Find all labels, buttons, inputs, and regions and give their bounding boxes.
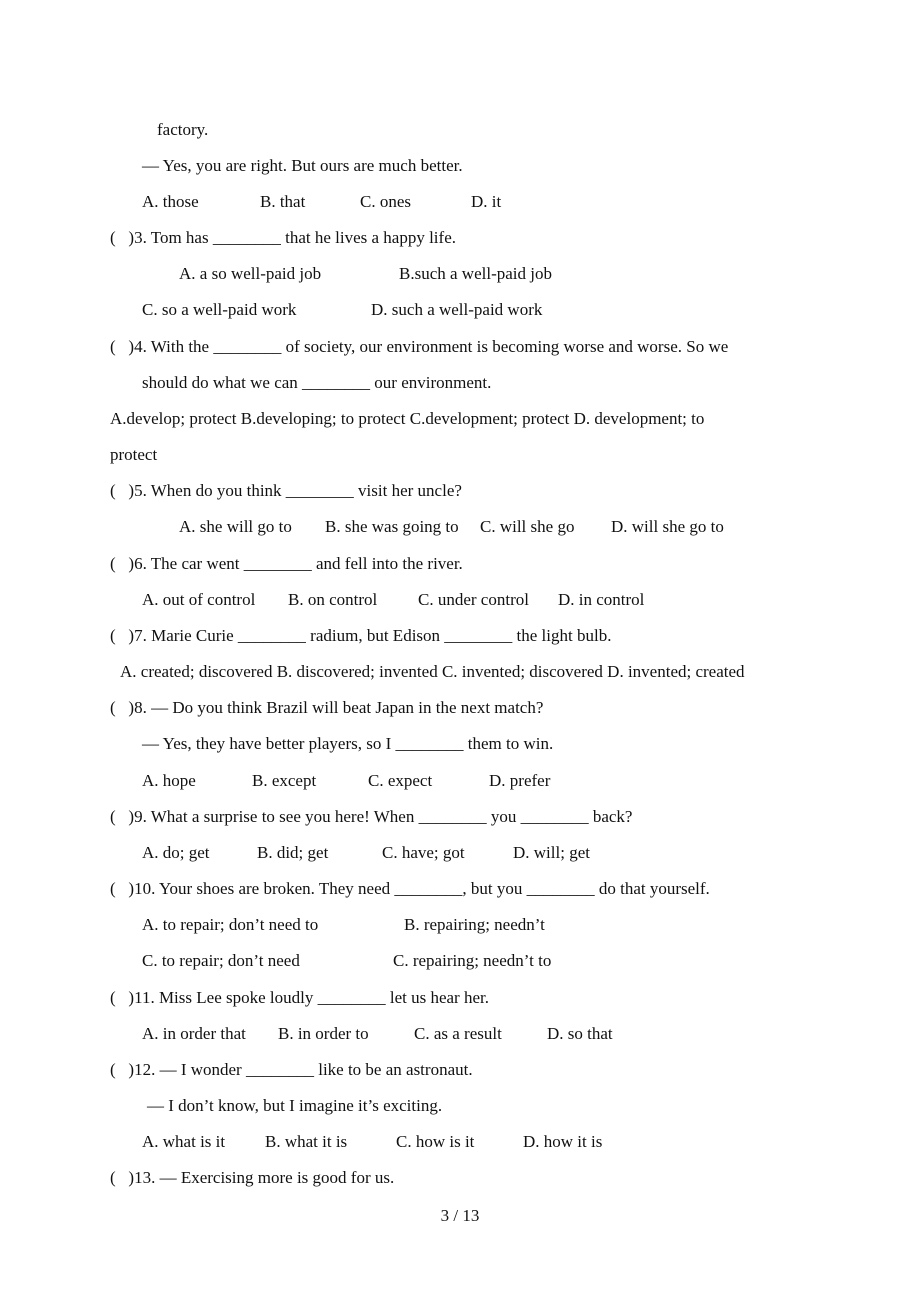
question-12: ( )12. — I wonder ________ like to be an astronaut. bbox=[110, 1060, 473, 1079]
option: B.such a well-paid job bbox=[399, 264, 552, 283]
option: B. she was going to bbox=[325, 517, 459, 536]
answer-options bbox=[142, 300, 582, 320]
question-9: ( )9. What a surprise to see you here! When ________ you ________ back? bbox=[110, 807, 633, 826]
answer-options bbox=[142, 951, 582, 971]
option: A. a so well-paid job bbox=[179, 264, 322, 283]
option: C. how is it bbox=[396, 1132, 475, 1151]
option: B. what it is bbox=[265, 1132, 348, 1151]
text-line: — Yes, they have better players, so I ________ them to win. bbox=[142, 734, 554, 753]
option: D. prefer bbox=[489, 771, 551, 790]
option: A. out of control bbox=[142, 590, 256, 609]
option: A. to repair; don’t need to bbox=[142, 915, 319, 934]
option: D. how it is bbox=[523, 1132, 603, 1151]
text-line: protect bbox=[110, 445, 158, 464]
option: D. so that bbox=[547, 1024, 613, 1043]
answer-options bbox=[142, 915, 582, 935]
option: A. what is it bbox=[142, 1132, 226, 1151]
question-7: ( )7. Marie Curie ________ radium, but Edison ________ the light bulb. bbox=[110, 626, 612, 645]
option: B. that bbox=[260, 192, 306, 211]
question-11: ( )11. Miss Lee spoke loudly ________ let us hear her. bbox=[110, 988, 489, 1007]
answer-options bbox=[142, 771, 582, 791]
option: A. those bbox=[142, 192, 199, 211]
option: B. on control bbox=[288, 590, 378, 609]
option: D. such a well-paid work bbox=[371, 300, 543, 319]
text-line: — I don’t know, but I imagine it’s exciting. bbox=[147, 1096, 443, 1115]
answer-options bbox=[142, 843, 622, 863]
option: D. in control bbox=[558, 590, 645, 609]
option: C. under control bbox=[418, 590, 529, 609]
option: C. will she go bbox=[480, 517, 575, 536]
option: C. expect bbox=[368, 771, 433, 790]
text-line: factory. bbox=[157, 120, 209, 139]
option: D. will; get bbox=[513, 843, 590, 862]
option: D. will she go to bbox=[611, 517, 724, 536]
question-8: ( )8. — Do you think Brazil will beat Japan in the next match? bbox=[110, 698, 544, 717]
question-5: ( )5. When do you think ________ visit her uncle? bbox=[110, 481, 462, 500]
option: A. hope bbox=[142, 771, 196, 790]
option: B. repairing; needn’t bbox=[404, 915, 545, 934]
option: C. as a result bbox=[414, 1024, 502, 1043]
text-line: should do what we can ________ our environment. bbox=[142, 373, 492, 392]
question-6: ( )6. The car went ________ and fell into the river. bbox=[110, 554, 463, 573]
text-line: A.develop; protect B.developing; to protect C.development; protect D. development; to bbox=[110, 409, 705, 428]
option: B. did; get bbox=[257, 843, 329, 862]
answer-options bbox=[142, 1024, 642, 1044]
answer-options bbox=[142, 590, 682, 610]
option: A. in order that bbox=[142, 1024, 246, 1043]
option: A. she will go to bbox=[179, 517, 292, 536]
option: A. do; get bbox=[142, 843, 210, 862]
question-4: ( )4. With the ________ of society, our environment is becoming worse and worse. So we bbox=[110, 337, 729, 356]
question-3: ( )3. Tom has ________ that he lives a happy life. bbox=[110, 228, 456, 247]
option: B. in order to bbox=[278, 1024, 369, 1043]
answer-options bbox=[142, 192, 542, 212]
option: C. ones bbox=[360, 192, 411, 211]
option: C. to repair; don’t need bbox=[142, 951, 300, 970]
question-10: ( )10. Your shoes are broken. They need ________, but you ________ do that yourself. bbox=[110, 879, 710, 898]
option: B. except bbox=[252, 771, 317, 790]
answer-options bbox=[179, 264, 599, 284]
text-line: A. created; discovered B. discovered; invented C. invented; discovered D. invented; created bbox=[120, 662, 745, 681]
option: C. so a well-paid work bbox=[142, 300, 297, 319]
option: D. it bbox=[471, 192, 502, 211]
answer-options bbox=[142, 1132, 642, 1152]
page-number: 3 / 13 bbox=[440, 1206, 480, 1225]
option: C. repairing; needn’t to bbox=[393, 951, 552, 970]
text-line: — Yes, you are right. But ours are much better. bbox=[142, 156, 463, 175]
question-13: ( )13. — Exercising more is good for us. bbox=[110, 1168, 395, 1187]
answer-options bbox=[179, 517, 759, 537]
option: C. have; got bbox=[382, 843, 465, 862]
